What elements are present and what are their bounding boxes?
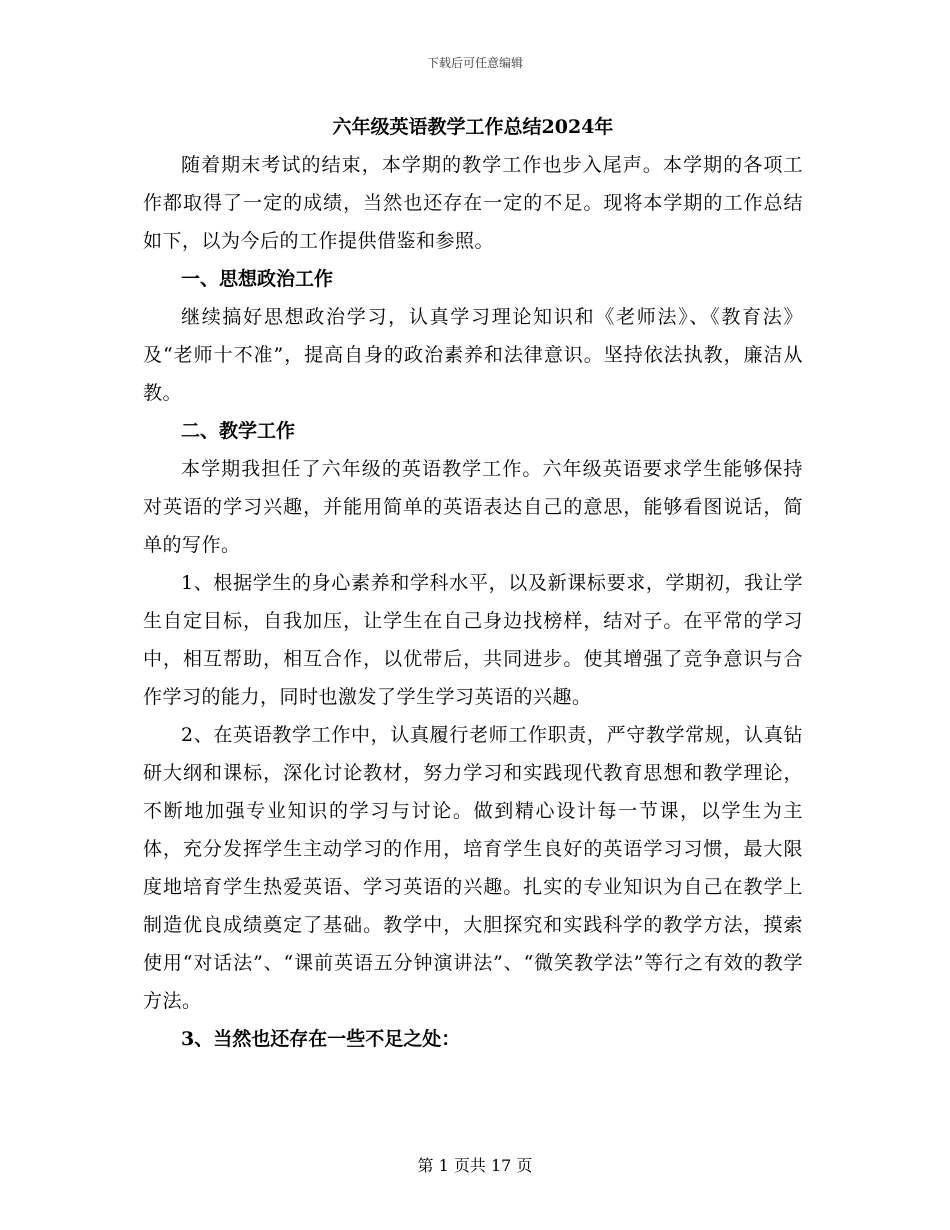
list-item-2: 2、在英语教学工作中，认真履行老师工作职责，严守教学常规，认真钻研大纲和课标，深化讨论教材，努力学习和实践现代教育思想和教学理论，不断地加强专业知识的学习与讨论。做到精心设计每一节课，以学生为主体，充分发挥学生主动学习的作用，培育学生良好的英语学习习惯，最大限度地培育学生热爱英语、学习英语的兴趣。扎实的专业知识为自己在教学上制造优良成绩奠定了基础。教学中，大胆探究和实践科学的教学方法，摸索使用“对话法”、“课前英语五分钟演讲法”、“微笑教学法”等行之有效的教学方法。 — [143, 724, 803, 1012]
section-body-teaching: 本学期我担任了六年级的英语教学工作。六年级英语要求学生能够保持对英语的学习兴趣，并能用简单的英语表达自己的意思，能够看图说话，简单的写作。 — [143, 458, 803, 556]
section-heading-teaching: 二、教学工作 — [181, 420, 296, 442]
section-body-politics: 继续搞好思想政治学习，认真学习理论知识和《老师法》、《教育法》及“老师十不准”，提高自身的政治素养和法律意识。坚持依法执教，廉洁从教。 — [143, 306, 803, 404]
section-heading-politics: 一、思想政治工作 — [181, 268, 334, 290]
page-number: 第 1 页共 17 页 — [417, 1156, 533, 1175]
document-title: 六年级英语教学工作总结2024年 — [332, 116, 614, 138]
list-item-1: 1、根据学生的身心素养和学科水平，以及新课标要求，学期初，我让学生自定目标，自我加压，让学生在自己身边找榜样，结对子。在平常的学习中，相互帮助，相互合作，以优带后，共同进步。使其增强了竞争意识与合作学习的能力，同时也激发了学生学习英语的兴趣。 — [143, 572, 803, 708]
intro-paragraph: 随着期末考试的结束，本学期的教学工作也步入尾声。本学期的各项工作都取得了一定的成绩，当然也还存在一定的不足。现将本学期的工作总结如下，以为今后的工作提供借鉴和参照。 — [143, 154, 803, 252]
page-header-note: 下载后可任意编辑 — [426, 56, 523, 70]
document-body — [143, 112, 803, 1058]
list-item-3-heading: 3、当然也还存在一些不足之处： — [181, 1028, 461, 1050]
